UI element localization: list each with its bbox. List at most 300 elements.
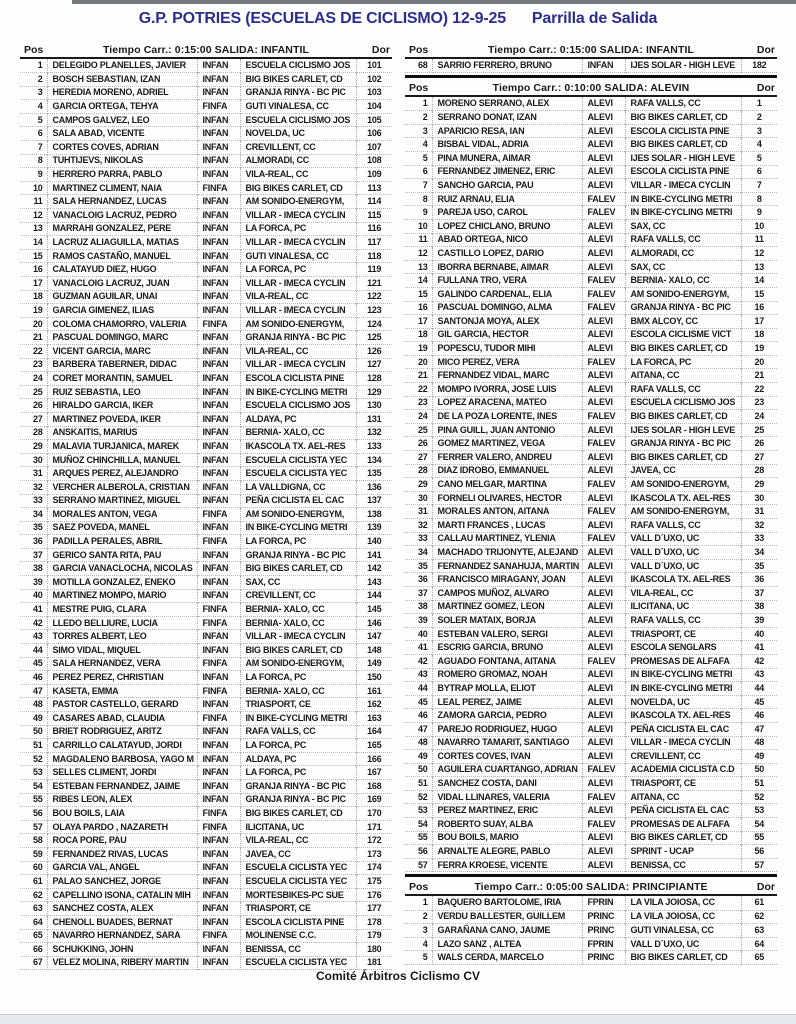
right-column — [405, 42, 777, 970]
rider-row — [20, 209, 392, 223]
cell-pos: 63 — [20, 902, 47, 916]
cell-pos: 14 — [405, 274, 432, 288]
rider-row — [20, 888, 392, 902]
rider-row — [20, 331, 392, 345]
cell-category: INFAN — [582, 59, 625, 73]
cell-dorsal: 128 — [356, 372, 392, 386]
rider-row — [20, 616, 392, 630]
cell-category: PRINC — [582, 910, 625, 924]
rider-row — [20, 154, 392, 168]
cell-rider-name: BISBAL VIDAL, ADRIA — [432, 138, 582, 152]
cell-category: ALEVI — [582, 804, 625, 818]
cell-club: BIG BIKES CARLET, CD — [625, 831, 741, 845]
cell-category: ALEVI — [582, 342, 625, 356]
rider-row — [405, 804, 777, 818]
rider-row — [405, 858, 777, 872]
cell-category: INFAN — [197, 453, 240, 467]
cell-dorsal: 141 — [356, 548, 392, 562]
cell-dorsal: 161 — [356, 684, 392, 698]
cell-rider-name: CASTILLO LOPEZ, DARIO — [432, 247, 582, 261]
col-header-pos: Pos — [409, 43, 429, 56]
cell-club: ESCUELA CICLISTA YEC — [240, 875, 356, 889]
cell-category: ALEVI — [582, 383, 625, 397]
rider-row — [405, 451, 777, 465]
cell-rider-name: PASTOR CASTELLO, GERARD — [47, 698, 197, 712]
cell-club: AM SONIDO-ENERGYM, — [625, 478, 741, 492]
rider-row — [20, 317, 392, 331]
rider-row — [405, 396, 777, 410]
cell-rider-name: DELEGIDO PLANELLES, JAVIER — [47, 59, 197, 73]
cell-category: INFAN — [197, 766, 240, 780]
cell-pos: 55 — [20, 793, 47, 807]
cell-category: FINFA — [197, 616, 240, 630]
cell-club: BIG BIKES CARLET, CD — [240, 73, 356, 87]
cell-rider-name: SANTONJA MOYA, ALEX — [432, 315, 582, 329]
cell-pos: 42 — [405, 654, 432, 668]
rider-row — [405, 614, 777, 628]
cell-pos: 7 — [20, 141, 47, 155]
rider-row — [405, 138, 777, 152]
cell-rider-name: FULLANA TRO, VERA — [432, 274, 582, 288]
cell-category: INFAN — [197, 956, 240, 970]
cell-dorsal: 122 — [356, 290, 392, 304]
cell-rider-name: HERRERO PARRA, PABLO — [47, 168, 197, 182]
cell-pos: 20 — [405, 355, 432, 369]
cell-club: AM SONIDO-ENERGYM, — [240, 657, 356, 671]
cell-pos: 53 — [20, 766, 47, 780]
col-header-dor: Dor — [371, 43, 390, 56]
cell-club: BIG BIKES CARLET, CD — [625, 951, 741, 965]
cell-club: ALDAYA, PC — [240, 752, 356, 766]
cell-category: ALEVI — [582, 451, 625, 465]
cell-pos: 49 — [20, 712, 47, 726]
col-header-pos: Pos — [409, 880, 429, 893]
cell-category: FALEV — [582, 437, 625, 451]
cell-rider-name: SARRIO FERRERO, BRUNO — [432, 59, 582, 73]
rider-row — [20, 141, 392, 155]
cell-dorsal: 44 — [741, 682, 777, 696]
cell-rider-name: GOMEZ MARTINEZ, VEGA — [432, 437, 582, 451]
cell-rider-name: LACRUZ ALIAGUILLA, MATIAS — [47, 236, 197, 250]
cell-rider-name: CARRILLO CALATAYUD, JORDI — [47, 739, 197, 753]
cell-pos: 57 — [20, 820, 47, 834]
page-title-row — [0, 10, 796, 28]
cell-category: ALEVI — [582, 179, 625, 193]
cell-category: ALEVI — [582, 247, 625, 261]
cell-pos: 2 — [405, 910, 432, 924]
cell-club: RAFA VALLS, CC — [625, 233, 741, 247]
section-divider — [405, 874, 777, 877]
cell-dorsal: 168 — [356, 779, 392, 793]
cell-category: ALEVI — [582, 777, 625, 791]
rider-row — [20, 480, 392, 494]
cell-dorsal: 149 — [356, 657, 392, 671]
cell-club: RAFA VALLS, CC — [625, 614, 741, 628]
cell-club: TRIASPORT, CE — [625, 777, 741, 791]
rider-row — [20, 929, 392, 943]
col-header-pos: Pos — [409, 81, 429, 94]
cell-category: FINFA — [197, 535, 240, 549]
rider-row — [405, 600, 777, 614]
cell-club: VALL D´UXO, UC — [625, 532, 741, 546]
cell-category: ALEVI — [582, 831, 625, 845]
cell-pos: 18 — [20, 290, 47, 304]
cell-dorsal: 119 — [356, 263, 392, 277]
cell-rider-name: VERCHER ALBEROLA, CRISTIAN — [47, 480, 197, 494]
cell-dorsal: 106 — [356, 127, 392, 141]
cell-pos: 37 — [405, 586, 432, 600]
rider-row — [405, 924, 777, 938]
cell-dorsal: 53 — [741, 804, 777, 818]
section-header-label: Tiempo Carr.: 0:15:00 SALIDA: INFANTIL — [487, 43, 695, 56]
cell-club: VILA-REAL, CC — [240, 344, 356, 358]
cell-pos: 29 — [405, 478, 432, 492]
cell-rider-name: SALA ABAD, VICENTE — [47, 127, 197, 141]
rider-row — [405, 301, 777, 315]
rider-row — [20, 494, 392, 508]
cell-dorsal: 114 — [356, 195, 392, 209]
rider-row — [405, 709, 777, 723]
cell-club: AM SONIDO-ENERGYM, — [240, 508, 356, 522]
rider-row — [20, 698, 392, 712]
cell-dorsal: 65 — [741, 951, 777, 965]
cell-category: FALEV — [582, 206, 625, 220]
rider-row — [20, 86, 392, 100]
cell-pos: 12 — [20, 209, 47, 223]
cell-club: LA FORCA, PC — [240, 263, 356, 277]
cell-pos: 28 — [405, 464, 432, 478]
rider-row — [405, 682, 777, 696]
cell-pos: 60 — [20, 861, 47, 875]
cell-pos: 5 — [405, 951, 432, 965]
cell-pos: 2 — [20, 73, 47, 87]
cell-rider-name: LEAL PEREZ, JAIME — [432, 695, 582, 709]
rider-row — [20, 304, 392, 318]
cell-pos: 2 — [405, 111, 432, 125]
cell-rider-name: DE LA POZA LORENTE, INES — [432, 410, 582, 424]
page-title: G.P. POTRIES (ESCUELAS DE CICLISMO) 12-9-25 — [138, 10, 506, 27]
cell-category: ALEVI — [582, 559, 625, 573]
cell-rider-name: SAEZ POVEDA, MANEL — [47, 521, 197, 535]
cell-category: INFAN — [197, 548, 240, 562]
section-header — [20, 42, 392, 59]
rider-row — [20, 684, 392, 698]
cell-category: INFAN — [197, 888, 240, 902]
cell-dorsal: 13 — [741, 260, 777, 274]
cell-club: VALL D´UXO, UC — [625, 559, 741, 573]
cell-dorsal: 10 — [741, 219, 777, 233]
cell-pos: 8 — [405, 192, 432, 206]
rider-row — [405, 818, 777, 832]
rider-row — [20, 847, 392, 861]
cell-dorsal: 104 — [356, 100, 392, 114]
rider-row — [405, 937, 777, 951]
rider-row — [405, 573, 777, 587]
rider-row — [405, 532, 777, 546]
cell-category: ALEVI — [582, 519, 625, 533]
cell-rider-name: AGUADO FONTANA, AITANA — [432, 654, 582, 668]
cell-dorsal: 132 — [356, 426, 392, 440]
cell-category: INFAN — [197, 358, 240, 372]
cell-pos: 33 — [20, 494, 47, 508]
cell-pos: 12 — [405, 247, 432, 261]
cell-category: INFAN — [197, 209, 240, 223]
cell-rider-name: BARBERA TABERNER, DIDAC — [47, 358, 197, 372]
cell-pos: 47 — [405, 722, 432, 736]
rider-row — [405, 206, 777, 220]
cell-rider-name: GERICO SANTA RITA, PAU — [47, 548, 197, 562]
rider-row — [405, 722, 777, 736]
cell-category: INFAN — [197, 344, 240, 358]
cell-dorsal: 12 — [741, 247, 777, 261]
cell-pos: 35 — [20, 521, 47, 535]
rider-row — [405, 423, 777, 437]
cell-category: FINFA — [197, 100, 240, 114]
cell-rider-name: GARCIA GIMENEZ, ILIAS — [47, 304, 197, 318]
cell-pos: 58 — [20, 834, 47, 848]
cell-dorsal: 35 — [741, 559, 777, 573]
cell-rider-name: CAMPOS MUÑOZ, ALVARO — [432, 586, 582, 600]
cell-dorsal: 8 — [741, 192, 777, 206]
cell-dorsal: 20 — [741, 355, 777, 369]
rider-row — [405, 59, 777, 73]
cell-pos: 6 — [20, 127, 47, 141]
cell-club: IJES SOLAR - HIGH LEVE — [625, 423, 741, 437]
rider-row — [405, 410, 777, 424]
rider-row — [20, 100, 392, 114]
cell-club: TRIASPORT, CE — [240, 698, 356, 712]
rider-row — [20, 630, 392, 644]
cell-category: FALEV — [582, 355, 625, 369]
cell-dorsal: 51 — [741, 777, 777, 791]
cell-club: BIG BIKES CARLET, CD — [240, 807, 356, 821]
cell-pos: 50 — [20, 725, 47, 739]
section-header-label: Tiempo Carr.: 0:05:00 SALIDA: PRINCIPIANTE — [474, 880, 708, 893]
rider-row — [20, 752, 392, 766]
cell-dorsal: 52 — [741, 790, 777, 804]
cell-rider-name: VICENT GARCIA, MARC — [47, 344, 197, 358]
cell-category: INFAN — [197, 779, 240, 793]
section-principiante — [405, 879, 777, 964]
cell-dorsal: 42 — [741, 654, 777, 668]
cell-rider-name: FERRA KROESE, VICENTE — [432, 858, 582, 872]
roster-table-principiante — [405, 896, 777, 964]
cell-rider-name: PAREJA USO, CAROL — [432, 206, 582, 220]
cell-club: BIG BIKES CARLET, CD — [240, 644, 356, 658]
cell-pos: 32 — [20, 480, 47, 494]
cell-category: ALEVI — [582, 111, 625, 125]
rider-row — [405, 97, 777, 111]
cell-pos: 3 — [405, 124, 432, 138]
cell-dorsal: 41 — [741, 641, 777, 655]
rider-row — [405, 328, 777, 342]
cell-pos: 46 — [405, 709, 432, 723]
rider-row — [20, 956, 392, 970]
cell-pos: 45 — [20, 657, 47, 671]
rider-row — [405, 668, 777, 682]
cell-rider-name: VANACLOIG LACRUZ, PEDRO — [47, 209, 197, 223]
cell-rider-name: ARNALTE ALEGRE, PABLO — [432, 845, 582, 859]
cell-category: INFAN — [197, 915, 240, 929]
rider-row — [20, 657, 392, 671]
cell-category: FINFA — [197, 181, 240, 195]
cell-category: FALEV — [582, 654, 625, 668]
cell-rider-name: MALAVIA TURJANICA, MAREK — [47, 440, 197, 454]
cell-pos: 6 — [405, 165, 432, 179]
cell-pos: 33 — [405, 532, 432, 546]
cell-club: ESCOLA CICLISTA PINE — [240, 372, 356, 386]
section-header-label: Tiempo Carr.: 0:15:00 SALIDA: INFANTIL — [102, 43, 310, 56]
cell-category: INFAN — [197, 576, 240, 590]
rider-row — [20, 820, 392, 834]
rider-row — [20, 793, 392, 807]
cell-category: INFAN — [197, 399, 240, 413]
section-header — [405, 42, 777, 59]
cell-dorsal: 9 — [741, 206, 777, 220]
cell-pos: 54 — [405, 818, 432, 832]
cell-dorsal: 21 — [741, 369, 777, 383]
cell-dorsal: 178 — [356, 915, 392, 929]
cell-pos: 22 — [405, 383, 432, 397]
cell-club: BIG BIKES CARLET, CD — [625, 451, 741, 465]
cell-category: ALEVI — [582, 315, 625, 329]
cell-club: IN BIKE-CYCLING METRI — [625, 668, 741, 682]
cell-category: INFAN — [197, 277, 240, 291]
cell-rider-name: FERNANDEZ VIDAL, MARC — [432, 369, 582, 383]
cell-club: ILICITANA, UC — [240, 820, 356, 834]
cell-club: IN BIKE-CYCLING METRI — [240, 521, 356, 535]
cell-dorsal: 139 — [356, 521, 392, 535]
cell-pos: 41 — [405, 641, 432, 655]
cell-club: BIG BIKES CARLET, CD — [625, 111, 741, 125]
rider-row — [20, 372, 392, 386]
rider-row — [405, 383, 777, 397]
cell-club: MORTESBIKES-PC SUE — [240, 888, 356, 902]
cell-category: FPRIN — [582, 937, 625, 951]
cell-rider-name: WALS CERDA, MARCELO — [432, 951, 582, 965]
cell-rider-name: HEREDIA MORENO, ADRIEL — [47, 86, 197, 100]
cell-dorsal: 101 — [356, 59, 392, 73]
cell-pos: 32 — [405, 519, 432, 533]
cell-category: ALEVI — [582, 151, 625, 165]
cell-dorsal: 113 — [356, 181, 392, 195]
cell-dorsal: 169 — [356, 793, 392, 807]
cell-dorsal: 26 — [741, 437, 777, 451]
cell-club: ALMORADI, CC — [625, 247, 741, 261]
cell-dorsal: 5 — [741, 151, 777, 165]
cell-club: LA FORCA, PC — [240, 222, 356, 236]
cell-club: LA FORCA, PC — [625, 355, 741, 369]
cell-dorsal: 182 — [741, 59, 777, 73]
cell-club: BIG BIKES CARLET, CD — [240, 562, 356, 576]
cell-dorsal: 27 — [741, 451, 777, 465]
cell-dorsal: 172 — [356, 834, 392, 848]
rider-row — [405, 437, 777, 451]
cell-category: INFAN — [197, 875, 240, 889]
cell-category: PRINC — [582, 951, 625, 965]
rider-row — [20, 181, 392, 195]
cell-pos: 36 — [20, 535, 47, 549]
cell-club: VILA-REAL, CC — [240, 834, 356, 848]
cell-category: FINFA — [197, 712, 240, 726]
rider-row — [405, 586, 777, 600]
cell-category: INFAN — [197, 562, 240, 576]
cell-club: ESCUELA CICLISMO JOS — [625, 396, 741, 410]
cell-club: ESCOLA SENGLARS — [625, 641, 741, 655]
cell-club: ESCUELA CICLISTA YEC — [240, 467, 356, 481]
cell-category: FINFA — [197, 317, 240, 331]
section-header-label: Tiempo Carr.: 0:10:00 SALIDA: ALEVIN — [492, 81, 690, 94]
cell-pos: 30 — [405, 491, 432, 505]
cell-dorsal: 18 — [741, 328, 777, 342]
rider-row — [405, 355, 777, 369]
cell-rider-name: DIAZ IDROBO, EMMANUEL — [432, 464, 582, 478]
cell-club: AM SONIDO-ENERGYM, — [625, 505, 741, 519]
cell-dorsal: 164 — [356, 725, 392, 739]
cell-dorsal: 105 — [356, 113, 392, 127]
cell-pos: 31 — [20, 467, 47, 481]
cell-dorsal: 173 — [356, 847, 392, 861]
cell-rider-name: ZAMORA GARCIA, PEDRO — [432, 709, 582, 723]
cell-pos: 43 — [405, 668, 432, 682]
page-subtitle: Parrilla de Salida — [531, 10, 658, 27]
cell-dorsal: 64 — [741, 937, 777, 951]
cell-club: VILA-REAL, CC — [625, 586, 741, 600]
cell-club: RAFA VALLS, CC — [625, 519, 741, 533]
cell-dorsal: 19 — [741, 342, 777, 356]
cell-rider-name: MUÑOZ CHINCHILLA, MANUEL — [47, 453, 197, 467]
cell-rider-name: MOMPO IVORRA, JOSE LUIS — [432, 383, 582, 397]
cell-rider-name: ROBERTO SUAY, ALBA — [432, 818, 582, 832]
rider-row — [405, 247, 777, 261]
rider-row — [405, 478, 777, 492]
cell-rider-name: MARRAHI GONZALEZ, PERE — [47, 222, 197, 236]
cell-dorsal: 7 — [741, 179, 777, 193]
cell-dorsal: 24 — [741, 410, 777, 424]
cell-rider-name: ANSKAITIS, MARIUS — [47, 426, 197, 440]
cell-rider-name: LOPEZ CHICLANO, BRUNO — [432, 219, 582, 233]
cell-pos: 39 — [405, 614, 432, 628]
cell-rider-name: PEREZ MARTINEZ, ERIC — [432, 804, 582, 818]
cell-category: INFAN — [197, 86, 240, 100]
cell-club: BMX ALCOY, CC — [625, 315, 741, 329]
cell-dorsal: 36 — [741, 573, 777, 587]
cell-rider-name: SANCHEZ COSTA, DANI — [432, 777, 582, 791]
cell-club: GRANJA RINYA - BC PIC — [240, 331, 356, 345]
cell-pos: 16 — [20, 263, 47, 277]
rider-row — [20, 875, 392, 889]
cell-rider-name: PEREZ PEREZ, CHRISTIAN — [47, 671, 197, 685]
rider-row — [405, 165, 777, 179]
cell-pos: 21 — [405, 369, 432, 383]
cell-club: GRANJA RINYA - BC PIC — [240, 793, 356, 807]
cell-pos: 56 — [405, 845, 432, 859]
cell-rider-name: LLEDO BELLIURE, LUCIA — [47, 616, 197, 630]
cell-club: VILLAR - IMECA CYCLIN — [240, 236, 356, 250]
cell-rider-name: ESTEBAN FERNANDEZ, JAIME — [47, 779, 197, 793]
cell-dorsal: 103 — [356, 86, 392, 100]
cell-category: FALEV — [582, 790, 625, 804]
cell-pos: 15 — [20, 249, 47, 263]
cell-category: INFAN — [197, 154, 240, 168]
cell-rider-name: HIRALDO GARCIA, IKER — [47, 399, 197, 413]
cell-category: ALEVI — [582, 260, 625, 274]
rider-row — [405, 491, 777, 505]
rider-row — [20, 671, 392, 685]
cell-dorsal: 144 — [356, 589, 392, 603]
cell-dorsal: 150 — [356, 671, 392, 685]
cell-club: RAFA VALLS, CC — [625, 383, 741, 397]
